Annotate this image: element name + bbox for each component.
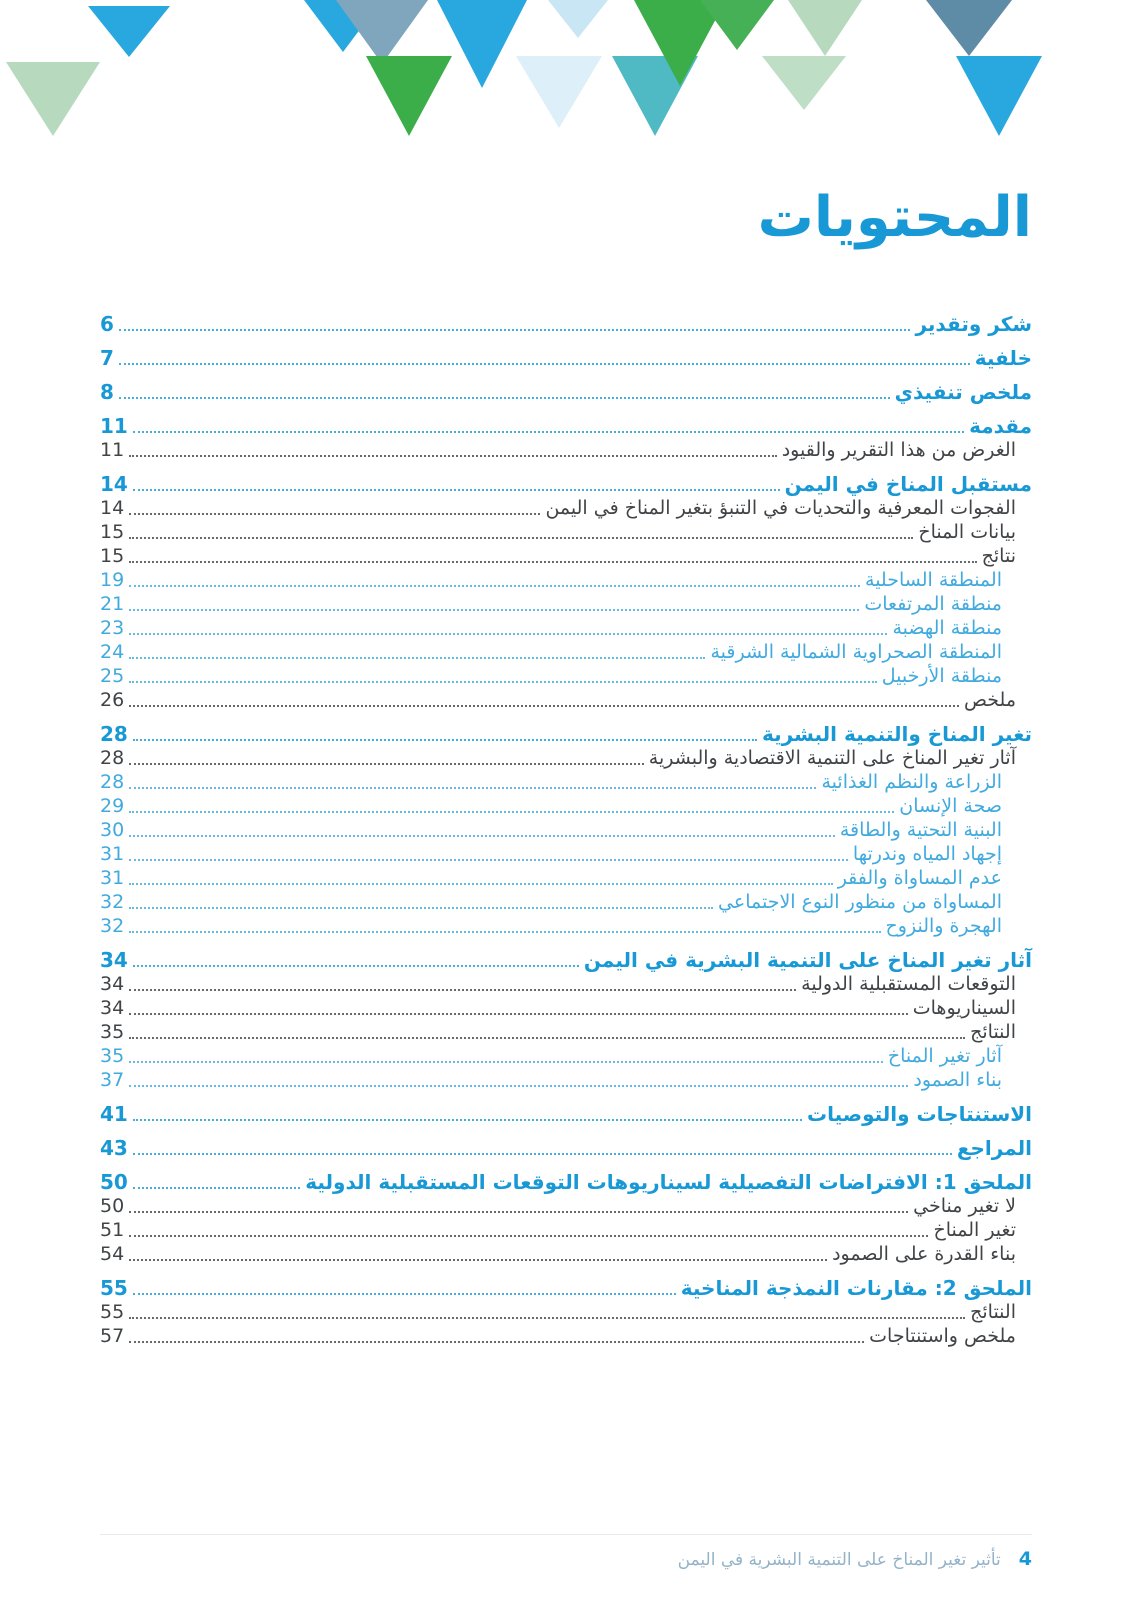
toc-entry[interactable] [100, 438, 1032, 462]
toc-entry[interactable] [100, 1194, 1032, 1218]
toc-entry[interactable] [100, 1020, 1032, 1044]
toc-entry-page: 8 [100, 380, 114, 404]
toc-entry-label: الفجوات المعرفية والتحديات في التنبؤ بتغير المناخ في اليمن [545, 497, 1016, 519]
triangle [762, 56, 846, 110]
toc-entry-page: 35 [100, 1045, 125, 1067]
toc-entry[interactable] [100, 818, 1032, 842]
toc-entry-page: 6 [100, 312, 114, 336]
toc-entry-page: 54 [100, 1243, 125, 1265]
toc-entry-label: البنية التحتية والطاقة [839, 819, 1002, 841]
toc-entry-label: آثار تغير المناخ على التنمية الاقتصادية والبشرية [648, 747, 1016, 769]
dot-leader [129, 811, 894, 813]
toc-entry-label: ملخص [963, 689, 1016, 711]
toc-entry-label: بيانات المناخ [918, 521, 1016, 543]
dot-leader [129, 1235, 928, 1237]
dot-leader [129, 657, 705, 659]
toc-entry-label: المنطقة الساحلية [865, 569, 1002, 591]
toc-entry[interactable] [100, 890, 1032, 914]
dot-leader [129, 537, 913, 539]
toc-entry-page: 29 [100, 795, 125, 817]
dot-leader [133, 1293, 676, 1295]
toc-entry[interactable] [100, 948, 1032, 972]
toc-entry-label: المنطقة الصحراوية الشمالية الشرقية [710, 641, 1002, 663]
dot-leader [133, 1153, 952, 1155]
toc-entry-page: 41 [100, 1102, 128, 1126]
toc-entry-label: خلفية [974, 346, 1032, 370]
toc-entry-page: 57 [100, 1325, 125, 1347]
dot-leader [129, 513, 540, 515]
toc-entry-page: 37 [100, 1069, 125, 1091]
dot-leader [129, 609, 859, 611]
triangle [956, 56, 1042, 136]
triangle [437, 0, 527, 88]
toc-entry[interactable] [100, 520, 1032, 544]
toc-entry-page: 51 [100, 1219, 125, 1241]
toc-entry[interactable] [100, 688, 1032, 712]
toc-entry-page: 35 [100, 1021, 125, 1043]
toc-entry-page: 28 [100, 747, 125, 769]
dot-leader [129, 1317, 965, 1319]
toc-entry[interactable] [100, 346, 1032, 370]
toc-entry[interactable] [100, 1044, 1032, 1068]
dot-leader [133, 489, 780, 491]
toc-entry[interactable] [100, 472, 1032, 496]
toc-entry-page: 50 [100, 1170, 128, 1194]
toc-entry[interactable] [100, 640, 1032, 664]
toc-entry-page: 14 [100, 472, 128, 496]
toc-entry-label: التوقعات المستقبلية الدولية [801, 973, 1016, 995]
toc-entry[interactable] [100, 770, 1032, 794]
toc-entry-label: الزراعة والنظم الغذائية [821, 771, 1002, 793]
toc-entry-page: 11 [100, 414, 128, 438]
toc-entry[interactable] [100, 496, 1032, 520]
toc-entry-page: 34 [100, 948, 128, 972]
toc-entry[interactable] [100, 914, 1032, 938]
toc-entry-label: تغير المناخ والتنمية البشرية [762, 722, 1032, 746]
toc-entry[interactable] [100, 722, 1032, 746]
toc-entry[interactable] [100, 866, 1032, 890]
page-footer [100, 1534, 1032, 1570]
toc-entry-page: 34 [100, 973, 125, 995]
toc-entry[interactable] [100, 1276, 1032, 1300]
dot-leader [133, 431, 964, 433]
toc-entry-label: ملخص تنفيذي [894, 380, 1032, 404]
toc-entry-page: 15 [100, 521, 125, 543]
toc-entry[interactable] [100, 746, 1032, 770]
decorative-triangles [0, 0, 1132, 160]
toc-entry-label: تغير المناخ [933, 1219, 1016, 1241]
dot-leader [129, 989, 796, 991]
toc-entry-label: السيناريوهات [912, 997, 1016, 1019]
toc-entry[interactable] [100, 972, 1032, 996]
dot-leader [129, 1037, 965, 1039]
dot-leader [129, 1211, 908, 1213]
triangle [926, 0, 1012, 56]
toc-entry-page: 7 [100, 346, 114, 370]
toc-entry-label: الاستنتاجات والتوصيات [807, 1102, 1032, 1126]
dot-leader [129, 787, 816, 789]
dot-leader [133, 739, 757, 741]
toc-entry-page: 43 [100, 1136, 128, 1160]
toc-entry[interactable] [100, 842, 1032, 866]
dot-leader [133, 1187, 300, 1189]
toc-entry-page: 32 [100, 891, 125, 913]
toc-entry[interactable] [100, 312, 1032, 336]
toc-entry-label: نتائج [981, 545, 1016, 567]
toc-entry-label: الهجرة والنزوح [885, 915, 1002, 937]
toc-entry-label: النتائج [970, 1301, 1016, 1323]
dot-leader [129, 1013, 908, 1015]
toc-entry-label: مستقبل المناخ في اليمن [784, 472, 1032, 496]
toc-entry-label: منطقة الأرخبيل [881, 665, 1002, 687]
dot-leader [119, 363, 970, 365]
toc-entry-page: 15 [100, 545, 125, 567]
toc-entry-page: 28 [100, 771, 125, 793]
dot-leader [129, 633, 887, 635]
toc-entry-page: 32 [100, 915, 125, 937]
toc-entry[interactable] [100, 380, 1032, 404]
toc-entry[interactable] [100, 1136, 1032, 1160]
toc-entry-page: 23 [100, 617, 125, 639]
toc-entry[interactable] [100, 592, 1032, 616]
toc-list [100, 302, 1032, 1348]
dot-leader [129, 835, 835, 837]
toc-entry-label: النتائج [970, 1021, 1016, 1043]
toc-entry-label: الغرض من هذا التقرير والقيود [781, 439, 1016, 461]
dot-leader [129, 455, 777, 457]
toc-entry[interactable] [100, 996, 1032, 1020]
dot-leader [133, 965, 579, 967]
toc-entry-label: منطقة المرتفعات [864, 593, 1002, 615]
triangle [366, 56, 452, 136]
toc-entry-label: الملحق 1: الافتراضات التفصيلية لسيناريوهات التوقعات المستقبلية الدولية [305, 1170, 1032, 1194]
dot-leader [129, 585, 860, 587]
toc-entry-label: لا تغير مناخي [913, 1195, 1016, 1217]
dot-leader [129, 859, 848, 861]
toc-entry[interactable] [100, 1218, 1032, 1242]
toc-entry-label: بناء الصمود [913, 1069, 1002, 1091]
toc-entry[interactable] [100, 1324, 1032, 1348]
toc-entry-page: 31 [100, 843, 125, 865]
toc-entry[interactable] [100, 1242, 1032, 1266]
dot-leader [119, 397, 890, 399]
toc-entry-label: المساواة من منظور النوع الاجتماعي [718, 891, 1002, 913]
toc-entry-page: 30 [100, 819, 125, 841]
toc-entry[interactable] [100, 544, 1032, 568]
footer-doc-title: تأثير تغير المناخ على التنمية البشرية في اليمن [677, 1550, 1001, 1570]
toc-entry-page: 11 [100, 439, 125, 461]
dot-leader [129, 1259, 827, 1261]
triangle [548, 0, 608, 38]
toc-entry-page: 28 [100, 722, 128, 746]
dot-leader [129, 763, 644, 765]
toc-entry-label: مقدمة [969, 414, 1032, 438]
triangle [516, 56, 602, 128]
toc-entry-page: 14 [100, 497, 125, 519]
toc-entry[interactable] [100, 1170, 1032, 1194]
footer-page-number: 4 [1018, 1548, 1032, 1570]
toc-entry-page: 50 [100, 1195, 125, 1217]
toc-entry[interactable] [100, 794, 1032, 818]
triangle [88, 6, 170, 57]
toc-entry-label: صحة الإنسان [899, 795, 1002, 817]
toc-entry-page: 34 [100, 997, 125, 1019]
dot-leader [129, 883, 833, 885]
toc-entry-label: شكر وتقدير [915, 312, 1032, 336]
toc-entry-page: 25 [100, 665, 125, 687]
toc-entry-page: 55 [100, 1276, 128, 1300]
dot-leader [129, 907, 713, 909]
page-title: المحتويات [757, 185, 1032, 250]
toc-entry[interactable] [100, 616, 1032, 640]
toc-entry-label: آثار تغير المناخ على التنمية البشرية في اليمن [583, 948, 1032, 972]
toc-entry-page: 24 [100, 641, 125, 663]
toc-entry-label: بناء القدرة على الصمود [832, 1243, 1016, 1265]
dot-leader [129, 561, 976, 563]
toc-entry[interactable] [100, 1102, 1032, 1126]
dot-leader [129, 1341, 864, 1343]
toc-entry-label: آثار تغير المناخ [887, 1045, 1002, 1067]
toc-entry-label: عدم المساواة والفقر [837, 867, 1002, 889]
dot-leader [129, 1061, 883, 1063]
dot-leader [133, 1119, 802, 1121]
triangle [6, 62, 100, 136]
toc-entry-label: إجهاد المياه وندرتها [852, 843, 1002, 865]
dot-leader [129, 1085, 908, 1087]
dot-leader [119, 329, 911, 331]
toc-entry-label: الملحق 2: مقارنات النمذجة المناخية [680, 1276, 1032, 1300]
toc-entry[interactable] [100, 568, 1032, 592]
toc-entry[interactable] [100, 664, 1032, 688]
toc-entry-page: 55 [100, 1301, 125, 1323]
toc-entry[interactable] [100, 1068, 1032, 1092]
dot-leader [129, 681, 877, 683]
toc-entry-page: 31 [100, 867, 125, 889]
toc-entry-label: ملخص واستنتاجات [869, 1325, 1016, 1347]
toc-entry-page: 26 [100, 689, 125, 711]
triangle [788, 0, 862, 56]
toc-entry-label: المراجع [956, 1136, 1032, 1160]
toc-entry-page: 19 [100, 569, 125, 591]
toc-entry-page: 21 [100, 593, 125, 615]
dot-leader [129, 931, 880, 933]
toc-entry-label: منطقة الهضبة [892, 617, 1002, 639]
dot-leader [129, 705, 959, 707]
toc-entry[interactable] [100, 414, 1032, 438]
toc-entry[interactable] [100, 1300, 1032, 1324]
